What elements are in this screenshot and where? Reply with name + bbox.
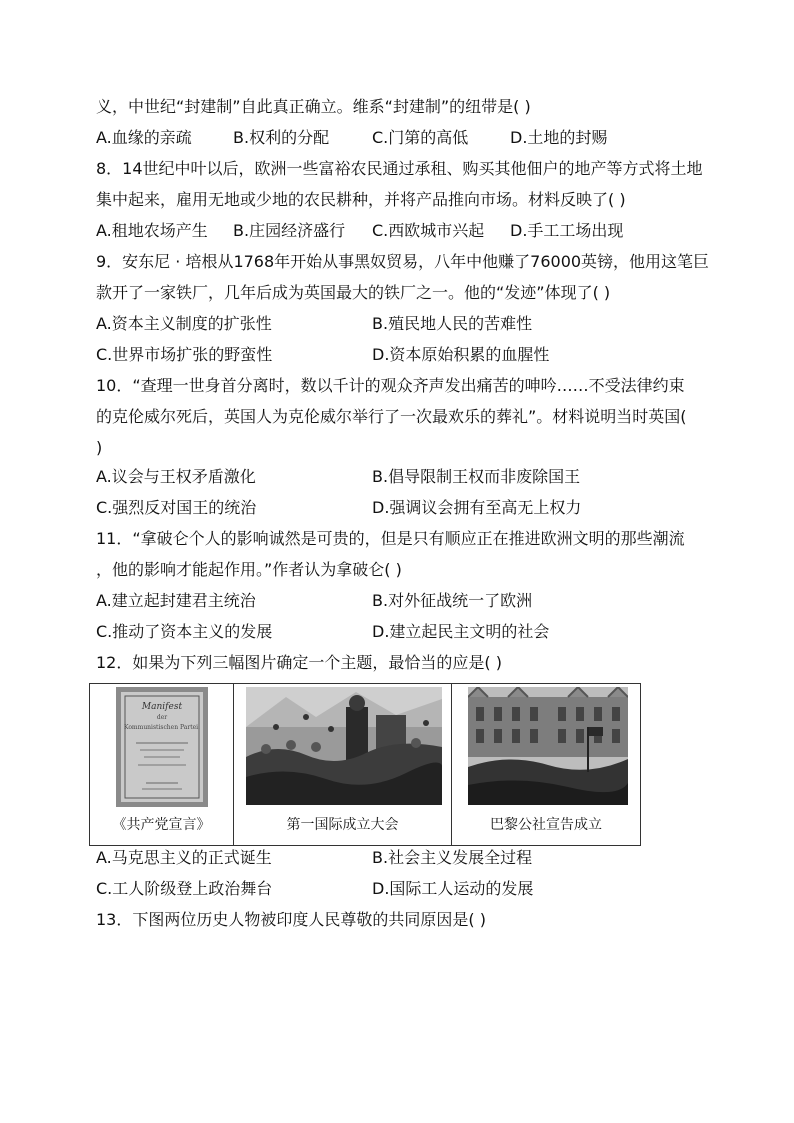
question-7-text: 义，中世纪“封建制”自此真正确立。维系“封建制”的纽带是( ) [96,97,531,116]
q7-option-a: A.血缘的亲疏 [96,128,192,147]
q10-option-c: C.强烈反对国王的统治 [96,498,257,517]
q8-option-d: D.手工工场出现 [510,221,624,240]
picture-table [89,683,641,846]
question-8-line-1: 8．14世纪中叶以后，欧洲一些富裕农民通过承租、购买其他佃户的地产等方式将土地 [96,159,703,178]
q9-option-b: B.殖民地人民的苦难性 [372,314,533,333]
q10-option-b: B.倡导限制王权而非废除国王 [372,467,581,486]
q7-option-c: C.门第的高低 [372,128,469,147]
picture-cell-manifesto [90,684,233,845]
question-11-line-2: ，他的影响才能起作用。”作者认为拿破仑( ) [96,560,402,579]
question-10-line-3: ) [96,438,103,457]
q12-option-d: D.国际工人运动的发展 [372,879,534,898]
manifesto-cover-title: Manifest [141,702,183,712]
first-international-image [246,687,442,805]
q7-option-d: D.土地的封赐 [510,128,608,147]
picture-cell-first-international [233,684,451,845]
question-13-text: 13．下图两位历史人物被印度人民尊敬的共同原因是( ) [96,910,486,929]
q8-option-b: B.庄园经济盛行 [233,221,346,240]
q11-option-d: D.建立起民主文明的社会 [372,622,550,641]
q11-option-a: A.建立起封建君主统治 [96,591,256,610]
picture-cell-paris-commune [451,684,640,845]
q9-option-c: C.世界市场扩张的野蛮性 [96,345,273,364]
q9-option-a: A.资本主义制度的扩张性 [96,314,272,333]
q12-option-b: B.社会主义发展全过程 [372,848,533,867]
q11-option-c: C.推动了资本主义的发展 [96,622,273,641]
q10-option-a: A.议会与王权矛盾激化 [96,467,256,486]
question-12-text: 12．如果为下列三幅图片确定一个主题，最恰当的应是( ) [96,653,502,672]
q7-option-b: B.权利的分配 [233,128,330,147]
q8-option-a: A.租地农场产生 [96,221,208,240]
question-10-line-1: 10．“查理一世身首分离时，数以千计的观众齐声发出痛苦的呻吟……不受法律约束 [96,376,685,395]
caption-paris-commune: 巴黎公社宣告成立 [490,817,602,833]
manifesto-cover-image [116,687,208,807]
caption-first-international: 第一国际成立大会 [286,817,399,833]
q11-option-b: B.对外征战统一了欧洲 [372,591,533,610]
manifesto-cover-subtitle: der [156,714,168,721]
paris-commune-image [468,687,628,805]
question-9-line-2: 款开了一家铁厂，几年后成为英国最大的铁厂之一。他的“发迹”体现了( ) [96,283,611,302]
manifesto-cover-party: Kommunistischen Partei. [124,724,200,731]
q12-option-c: C.工人阶级登上政治舞台 [96,879,273,898]
q8-option-c: C.西欧城市兴起 [372,221,485,240]
caption-manifesto: 《共产党宣言》 [112,817,211,833]
q12-option-a: A.马克思主义的正式诞生 [96,848,272,867]
question-10-line-2: 的克伦威尔死后，英国人为克伦威尔举行了一次最欢乐的葬礼”。材料说明当时英国( [96,407,687,426]
question-9-line-1: 9．安东尼 · 培根从1768年开始从事黑奴贸易，八年中他赚了76000英镑，他用这笔巨 [96,252,710,271]
question-8-line-2: 集中起来，雇用无地或少地的农民耕种，并将产品推向市场。材料反映了( ) [96,190,626,209]
q10-option-d: D.强调议会拥有至高无上权力 [372,498,582,517]
question-11-line-1: 11．“拿破仑个人的影响诚然是可贵的，但是只有顺应正在推进欧洲文明的那些潮流 [96,529,685,548]
q9-option-d: D.资本原始积累的血腥性 [372,345,550,364]
